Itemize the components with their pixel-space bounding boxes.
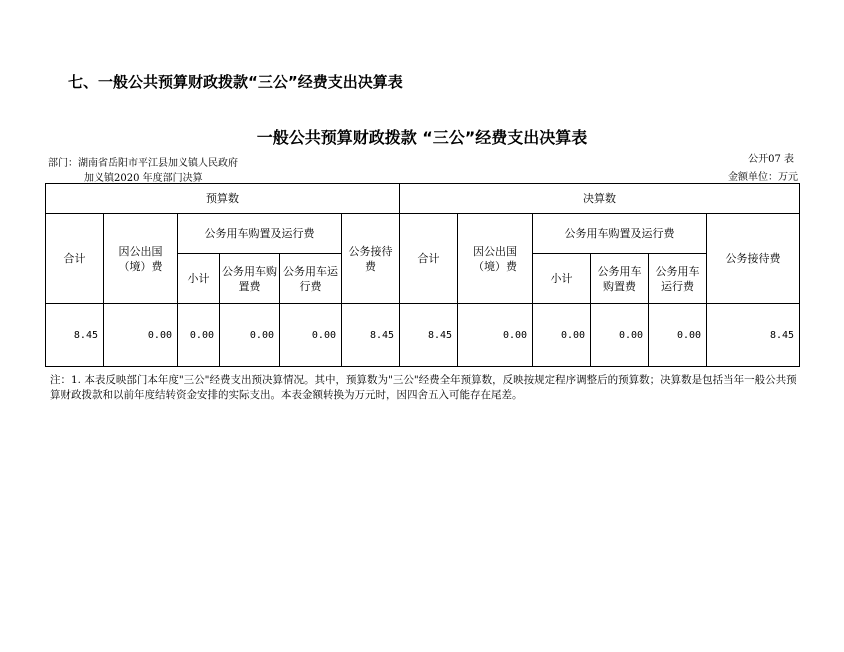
budget-subtotal-header: 小计 bbox=[178, 254, 220, 304]
budget-vehicle-operation-value: 0.00 bbox=[280, 304, 342, 367]
budget-group-header: 预算数 bbox=[46, 184, 400, 214]
expenditure-table bbox=[45, 183, 800, 367]
final-reception-value: 8.45 bbox=[707, 304, 800, 367]
section-heading: 七、一般公共预算财政拨款“三公”经费支出决算表 bbox=[68, 73, 403, 91]
sub-title: 加义镇2020 年度部门决算 bbox=[84, 173, 203, 184]
final-reception-header: 公务接待费 bbox=[707, 214, 800, 304]
budget-total-value: 8.45 bbox=[46, 304, 104, 367]
budget-overseas-header: 因公出国（境）费 bbox=[104, 214, 178, 304]
budget-subtotal-value: 0.00 bbox=[178, 304, 220, 367]
final-total-header: 合计 bbox=[400, 214, 458, 304]
budget-vehicle-group-header: 公务用车购置及运行费 bbox=[178, 214, 342, 254]
final-vehicle-operation-value: 0.00 bbox=[649, 304, 707, 367]
budget-total-header: 合计 bbox=[46, 214, 104, 304]
final-overseas-value: 0.00 bbox=[458, 304, 533, 367]
budget-vehicle-purchase-value: 0.00 bbox=[220, 304, 280, 367]
final-subtotal-value: 0.00 bbox=[533, 304, 591, 367]
footnote: 注：1. 本表反映部门本年度"三公"经费支出预决算情况。其中，预算数为"三公"经费全年预算数，反映按规定程序调整后的预算数；决算数是包括当年一般公共预算财政拨款和以前年度结转资金安排的实际支出。本表金额转换为万元时，因四舍五入可能存在尾差。 bbox=[50, 374, 797, 401]
table-row bbox=[46, 304, 800, 367]
budget-vehicle-purchase-header: 公务用车购置费 bbox=[220, 254, 280, 304]
budget-vehicle-operation-header: 公务用车运行费 bbox=[280, 254, 342, 304]
final-vehicle-purchase-value: 0.00 bbox=[591, 304, 649, 367]
final-group-header: 决算数 bbox=[400, 184, 800, 214]
form-code: 公开07 表 bbox=[748, 154, 794, 165]
final-vehicle-purchase-header: 公务用车购置费 bbox=[591, 254, 649, 304]
budget-reception-value: 8.45 bbox=[342, 304, 400, 367]
budget-reception-header: 公务接待费 bbox=[342, 214, 400, 304]
header-row-groups bbox=[46, 184, 800, 214]
final-vehicle-group-header: 公务用车购置及运行费 bbox=[533, 214, 707, 254]
final-subtotal-header: 小计 bbox=[533, 254, 591, 304]
header-row-categories bbox=[46, 214, 800, 254]
final-vehicle-operation-header: 公务用车运行费 bbox=[649, 254, 707, 304]
unit-label: 金额单位：万元 bbox=[728, 172, 798, 183]
budget-overseas-value: 0.00 bbox=[104, 304, 178, 367]
department-label: 部门：湖南省岳阳市平江县加义镇人民政府 bbox=[48, 158, 238, 169]
final-overseas-header: 因公出国（境）费 bbox=[458, 214, 533, 304]
final-total-value: 8.45 bbox=[400, 304, 458, 367]
table-title: 一般公共预算财政拨款 “三公”经费支出决算表 bbox=[256, 128, 588, 147]
